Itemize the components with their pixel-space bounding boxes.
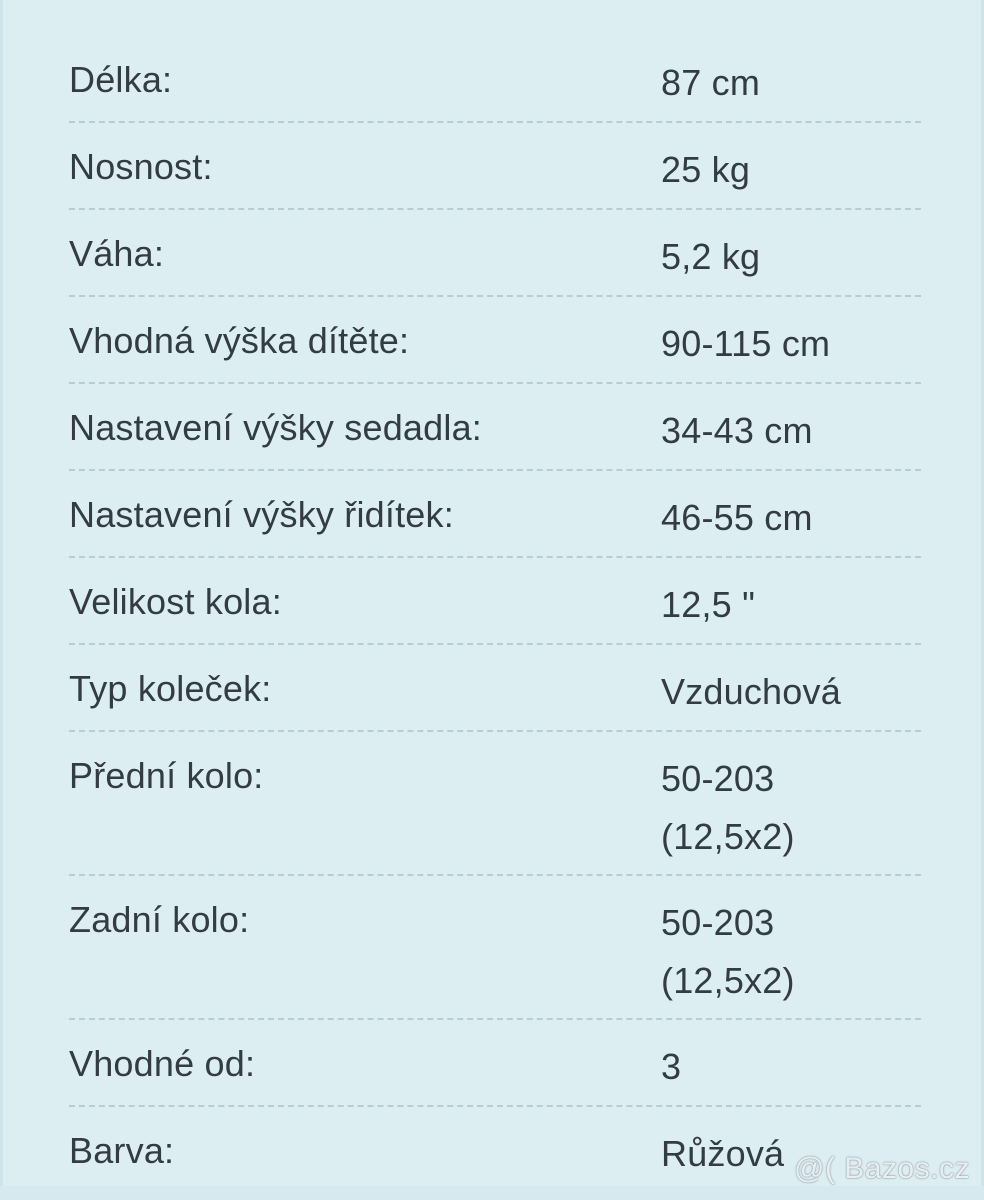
spec-label: Vhodné od: <box>69 1043 256 1084</box>
spec-row-vhodna-vyska <box>69 297 921 384</box>
bazos-watermark: @( Bazos.cz <box>794 1152 970 1185</box>
spec-table <box>69 36 921 1194</box>
spec-value: 90-115 cm <box>661 323 831 364</box>
spec-row-nosnost <box>69 123 921 210</box>
spec-label: Velikost kola: <box>69 581 282 622</box>
spec-value: 3 <box>661 1046 682 1087</box>
bottom-strip <box>0 1186 984 1200</box>
spec-label: Nosnost: <box>69 146 213 187</box>
spec-row-vyska-sedadla <box>69 384 921 471</box>
spec-label: Nastavení výšky řidítek: <box>69 494 454 535</box>
spec-label: Zadní kolo: <box>69 899 250 940</box>
spec-value: 50-203 (12,5x2) <box>661 758 795 857</box>
spec-value: 34-43 cm <box>661 410 813 451</box>
spec-row-velikost-kola <box>69 558 921 645</box>
spec-value: 46-55 cm <box>661 497 813 538</box>
spec-label: Vhodná výška dítěte: <box>69 320 410 361</box>
spec-value: Vzduchová <box>661 671 841 712</box>
spec-value: Růžová <box>661 1133 785 1174</box>
spec-value: 12,5 " <box>661 584 756 625</box>
spec-row-predni-kolo <box>69 732 921 876</box>
spec-label: Přední kolo: <box>69 755 264 796</box>
spec-row-delka <box>69 36 921 123</box>
spec-label: Typ koleček: <box>69 668 272 709</box>
spec-row-vaha <box>69 210 921 297</box>
spec-value: 25 kg <box>661 149 751 190</box>
spec-value: 50-203 (12,5x2) <box>661 902 795 1001</box>
spec-label: Délka: <box>69 59 173 100</box>
spec-label: Barva: <box>69 1130 175 1171</box>
spec-label: Váha: <box>69 233 165 274</box>
spec-value: 5,2 kg <box>661 236 761 277</box>
spec-value: 87 cm <box>661 62 761 103</box>
spec-row-vyska-riditek <box>69 471 921 558</box>
spec-label: Nastavení výšky sedadla: <box>69 407 482 448</box>
spec-row-typ-kolecek <box>69 645 921 732</box>
spec-row-zadni-kolo <box>69 876 921 1020</box>
spec-row-vhodne-od <box>69 1020 921 1107</box>
